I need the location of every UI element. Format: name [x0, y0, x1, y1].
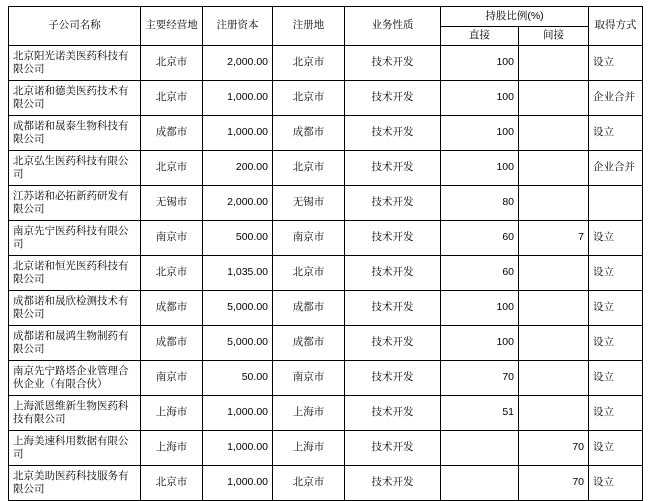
- header-acquisition: 取得方式: [589, 7, 643, 46]
- cell-registration-place: 成都市: [273, 291, 345, 326]
- table-row: [9, 116, 643, 151]
- cell-acquisition-method: [589, 186, 643, 221]
- table-row: [9, 221, 643, 256]
- cell-main-place: 成都市: [141, 291, 203, 326]
- cell-registered-capital: 1,000.00: [203, 466, 273, 501]
- cell-registered-capital: 1,000.00: [203, 116, 273, 151]
- cell-direct-shareholding: 100: [441, 81, 519, 116]
- cell-direct-shareholding: 100: [441, 291, 519, 326]
- cell-main-place: 北京市: [141, 151, 203, 186]
- cell-indirect-shareholding: [519, 326, 589, 361]
- cell-main-place: 南京市: [141, 221, 203, 256]
- cell-acquisition-method: 企业合并: [589, 81, 643, 116]
- cell-acquisition-method: 设立: [589, 396, 643, 431]
- cell-business-nature: 技术开发: [345, 186, 441, 221]
- cell-indirect-shareholding: [519, 256, 589, 291]
- header-registered-capital: 注册资本: [203, 7, 273, 46]
- cell-subsidiary-name: 北京美助医药科技服务有限公司: [9, 466, 141, 501]
- cell-main-place: 北京市: [141, 466, 203, 501]
- table-row: [9, 326, 643, 361]
- cell-subsidiary-name: 南京先宁路塔企业管理合伙企业（有限合伙）: [9, 361, 141, 396]
- cell-registration-place: 南京市: [273, 361, 345, 396]
- cell-subsidiary-name: 北京诺和恒光医药科技有限公司: [9, 256, 141, 291]
- cell-acquisition-method: 设立: [589, 326, 643, 361]
- table-row: [9, 81, 643, 116]
- cell-main-place: 无锡市: [141, 186, 203, 221]
- header-indirect: 间接: [519, 26, 589, 46]
- cell-direct-shareholding: 51: [441, 396, 519, 431]
- cell-indirect-shareholding: [519, 46, 589, 81]
- cell-business-nature: 技术开发: [345, 116, 441, 151]
- cell-business-nature: 技术开发: [345, 291, 441, 326]
- table-row: [9, 361, 643, 396]
- cell-indirect-shareholding: [519, 116, 589, 151]
- cell-direct-shareholding: [441, 466, 519, 501]
- cell-business-nature: 技术开发: [345, 46, 441, 81]
- cell-main-place: 北京市: [141, 81, 203, 116]
- cell-subsidiary-name: 北京阳光诺美医药科技有限公司: [9, 46, 141, 81]
- cell-registered-capital: 50.00: [203, 361, 273, 396]
- cell-registered-capital: 1,000.00: [203, 81, 273, 116]
- cell-registered-capital: 2,000.00: [203, 186, 273, 221]
- table-header: [9, 7, 643, 46]
- cell-business-nature: 技术开发: [345, 431, 441, 466]
- cell-registered-capital: 1,000.00: [203, 431, 273, 466]
- table-row: [9, 186, 643, 221]
- cell-acquisition-method: 设立: [589, 46, 643, 81]
- table-row: [9, 466, 643, 501]
- cell-subsidiary-name: 成都诺和晟欣检测技术有限公司: [9, 291, 141, 326]
- cell-indirect-shareholding: 7: [519, 221, 589, 256]
- cell-acquisition-method: 设立: [589, 431, 643, 466]
- cell-indirect-shareholding: [519, 186, 589, 221]
- cell-direct-shareholding: [441, 431, 519, 466]
- cell-direct-shareholding: 100: [441, 116, 519, 151]
- cell-direct-shareholding: 60: [441, 256, 519, 291]
- cell-acquisition-method: 设立: [589, 256, 643, 291]
- table-row: [9, 431, 643, 466]
- table-row: [9, 291, 643, 326]
- cell-registered-capital: 500.00: [203, 221, 273, 256]
- cell-business-nature: 技术开发: [345, 221, 441, 256]
- cell-main-place: 北京市: [141, 46, 203, 81]
- cell-indirect-shareholding: [519, 291, 589, 326]
- header-business-nature: 业务性质: [345, 7, 441, 46]
- cell-indirect-shareholding: [519, 361, 589, 396]
- cell-acquisition-method: 企业合并: [589, 151, 643, 186]
- cell-registration-place: 成都市: [273, 326, 345, 361]
- cell-business-nature: 技术开发: [345, 361, 441, 396]
- header-row-1: [9, 7, 643, 27]
- cell-registered-capital: 5,000.00: [203, 326, 273, 361]
- cell-registration-place: 南京市: [273, 221, 345, 256]
- cell-business-nature: 技术开发: [345, 466, 441, 501]
- cell-acquisition-method: 设立: [589, 291, 643, 326]
- cell-subsidiary-name: 上海美速科用数据有限公司: [9, 431, 141, 466]
- subsidiary-table: [8, 6, 643, 501]
- cell-subsidiary-name: 北京弘生医药科技有限公司: [9, 151, 141, 186]
- cell-subsidiary-name: 成都诺和晟鸿生物制药有限公司: [9, 326, 141, 361]
- cell-direct-shareholding: 100: [441, 326, 519, 361]
- table-row: [9, 396, 643, 431]
- table-row: [9, 151, 643, 186]
- cell-registered-capital: 1,035.00: [203, 256, 273, 291]
- cell-registered-capital: 200.00: [203, 151, 273, 186]
- cell-main-place: 上海市: [141, 431, 203, 466]
- cell-main-place: 成都市: [141, 326, 203, 361]
- cell-registered-capital: 5,000.00: [203, 291, 273, 326]
- cell-business-nature: 技术开发: [345, 326, 441, 361]
- cell-subsidiary-name: 江苏诺和必拓新药研发有限公司: [9, 186, 141, 221]
- cell-direct-shareholding: 80: [441, 186, 519, 221]
- cell-registration-place: 北京市: [273, 46, 345, 81]
- cell-business-nature: 技术开发: [345, 256, 441, 291]
- header-name: 子公司名称: [9, 7, 141, 46]
- header-registration-place: 注册地: [273, 7, 345, 46]
- header-main-place: 主要经营地: [141, 7, 203, 46]
- cell-acquisition-method: 设立: [589, 221, 643, 256]
- cell-direct-shareholding: 70: [441, 361, 519, 396]
- cell-direct-shareholding: 100: [441, 46, 519, 81]
- table-row: [9, 46, 643, 81]
- cell-business-nature: 技术开发: [345, 396, 441, 431]
- cell-business-nature: 技术开发: [345, 81, 441, 116]
- header-shareholding-group: 持股比例(%): [441, 7, 589, 27]
- cell-registered-capital: 1,000.00: [203, 396, 273, 431]
- cell-registration-place: 北京市: [273, 81, 345, 116]
- cell-indirect-shareholding: [519, 81, 589, 116]
- cell-registration-place: 北京市: [273, 466, 345, 501]
- cell-main-place: 北京市: [141, 256, 203, 291]
- cell-subsidiary-name: 南京先宁医药科技有限公司: [9, 221, 141, 256]
- header-direct: 直接: [441, 26, 519, 46]
- cell-indirect-shareholding: 70: [519, 431, 589, 466]
- cell-subsidiary-name: 成都诺和晟泰生物科技有限公司: [9, 116, 141, 151]
- table-row: [9, 256, 643, 291]
- cell-main-place: 上海市: [141, 396, 203, 431]
- cell-indirect-shareholding: 70: [519, 466, 589, 501]
- cell-subsidiary-name: 上海派恩维新生物医药科技有限公司: [9, 396, 141, 431]
- cell-business-nature: 技术开发: [345, 151, 441, 186]
- cell-direct-shareholding: 60: [441, 221, 519, 256]
- cell-acquisition-method: 设立: [589, 466, 643, 501]
- cell-acquisition-method: 设立: [589, 116, 643, 151]
- cell-subsidiary-name: 北京诺和德美医药技术有限公司: [9, 81, 141, 116]
- cell-registration-place: 北京市: [273, 151, 345, 186]
- cell-indirect-shareholding: [519, 396, 589, 431]
- cell-main-place: 南京市: [141, 361, 203, 396]
- cell-registration-place: 无锡市: [273, 186, 345, 221]
- cell-registration-place: 上海市: [273, 396, 345, 431]
- cell-registration-place: 上海市: [273, 431, 345, 466]
- table-body: [9, 46, 643, 501]
- cell-registered-capital: 2,000.00: [203, 46, 273, 81]
- cell-main-place: 成都市: [141, 116, 203, 151]
- cell-acquisition-method: 设立: [589, 361, 643, 396]
- cell-registration-place: 成都市: [273, 116, 345, 151]
- cell-direct-shareholding: 100: [441, 151, 519, 186]
- cell-registration-place: 北京市: [273, 256, 345, 291]
- cell-indirect-shareholding: [519, 151, 589, 186]
